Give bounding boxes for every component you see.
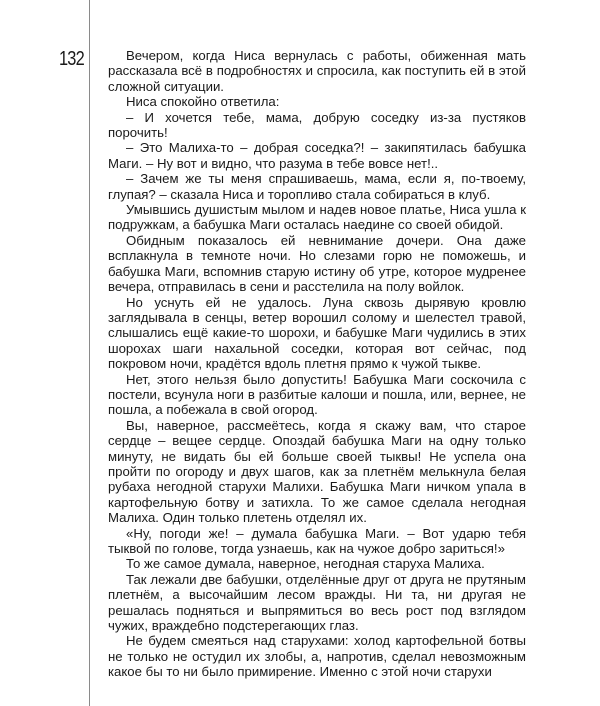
- paragraph-6: Умывшись душистым мылом и надев новое платье, Ниса ушла к подружкам, а бабушка Маги осталась наедине со своей обидой.: [108, 202, 526, 233]
- body-text: [108, 48, 526, 680]
- paragraph-7: Обидным показалось ей невнимание дочери. Она даже всплакнула в темноте ночи. Но слезами горю не поможешь, и бабушка Маги, вспомнив старую истину об утре, которое мудренее вечера, отправилась в сени и расстелила на полу войлок.: [108, 232, 526, 295]
- paragraph-14: Не будем смеяться над старухами: холод картофельной ботвы не только не остудил их злобы, а, напротив, сделал невозможным какое бы то ни было примирение. Именно с этой ночи старухи: [108, 633, 526, 680]
- paragraph-4: – Это Малиха-то – добрая соседка?! – закипятилась бабушка Маги. – Ну вот и видно, что разума в тебе вовсе нет!..: [108, 140, 526, 171]
- paragraph-10: Вы, наверное, рассмеётесь, когда я скажу вам, что старое сердце – вещее сердце. Опоздай бабушка Маги на одну только минуту, не видать бы ей больше своей тыквы! Не успела она пройти по огороду и двух шагов, как за плетнём мелькнула белая рубаха негодной старухи Малихи. Бабушка Маги ничком упала в картофельную ботву и затихла. То же самое сделала негодная Малиха. Один только плетень отделял их.: [108, 417, 526, 526]
- paragraph-3: – И хочется тебе, мама, добрую соседку из-за пустяков порочить!: [108, 109, 526, 141]
- paragraph-9: Нет, этого нельзя было допустить! Бабушка Маги соскочила с постели, всунула ноги в разбитые калоши и пошла, или, вернее, не пошла, а побежала в свой огород.: [108, 371, 526, 418]
- paragraph-2: Ниса спокойно ответила:: [126, 94, 280, 110]
- paragraph-1: Вечером, когда Ниса вернулась с работы, обиженная мать рассказала всё в подробностях и спросила, как поступить ей в этой сложной ситуации.: [108, 48, 526, 94]
- paragraph-8: Но уснуть ей не удалось. Луна сквозь дырявую кровлю заглядывала в сенцы, ветер ворошил солому и шелестел травой, слышались ещё какие-то шорохи, и бабушке Маги чудились в этих шорохах шаги нахальной соседки, которая вот сейчас, под покровом ночи, крадётся вдоль плетня прямо к чужой тыкве.: [108, 294, 526, 372]
- paragraph-12: То же самое думала, наверное, негодная старуха Малиха.: [126, 556, 485, 572]
- margin-rule: [89, 0, 90, 706]
- paragraph-13: Так лежали две бабушки, отделённые друг от друга не прутяным плетнём, а высочайшим лесом вражды. Ни та, ни другая не решалась подняться и выпрямиться во весь рост под взглядом чужих, враждебно подстерегающих глаз.: [108, 571, 526, 634]
- paragraph-11: «Ну, погоди же! – думала бабушка Маги. – Вот ударю тебя тыквой по голове, тогда узнаешь, как на чужое добро зариться!»: [108, 525, 526, 556]
- page-number: 132: [59, 48, 84, 70]
- paragraph-5: – Зачем же ты меня спрашиваешь, мама, если я, по-твоему, глупая? – сказала Ниса и торопливо стала собираться в клуб.: [108, 171, 526, 202]
